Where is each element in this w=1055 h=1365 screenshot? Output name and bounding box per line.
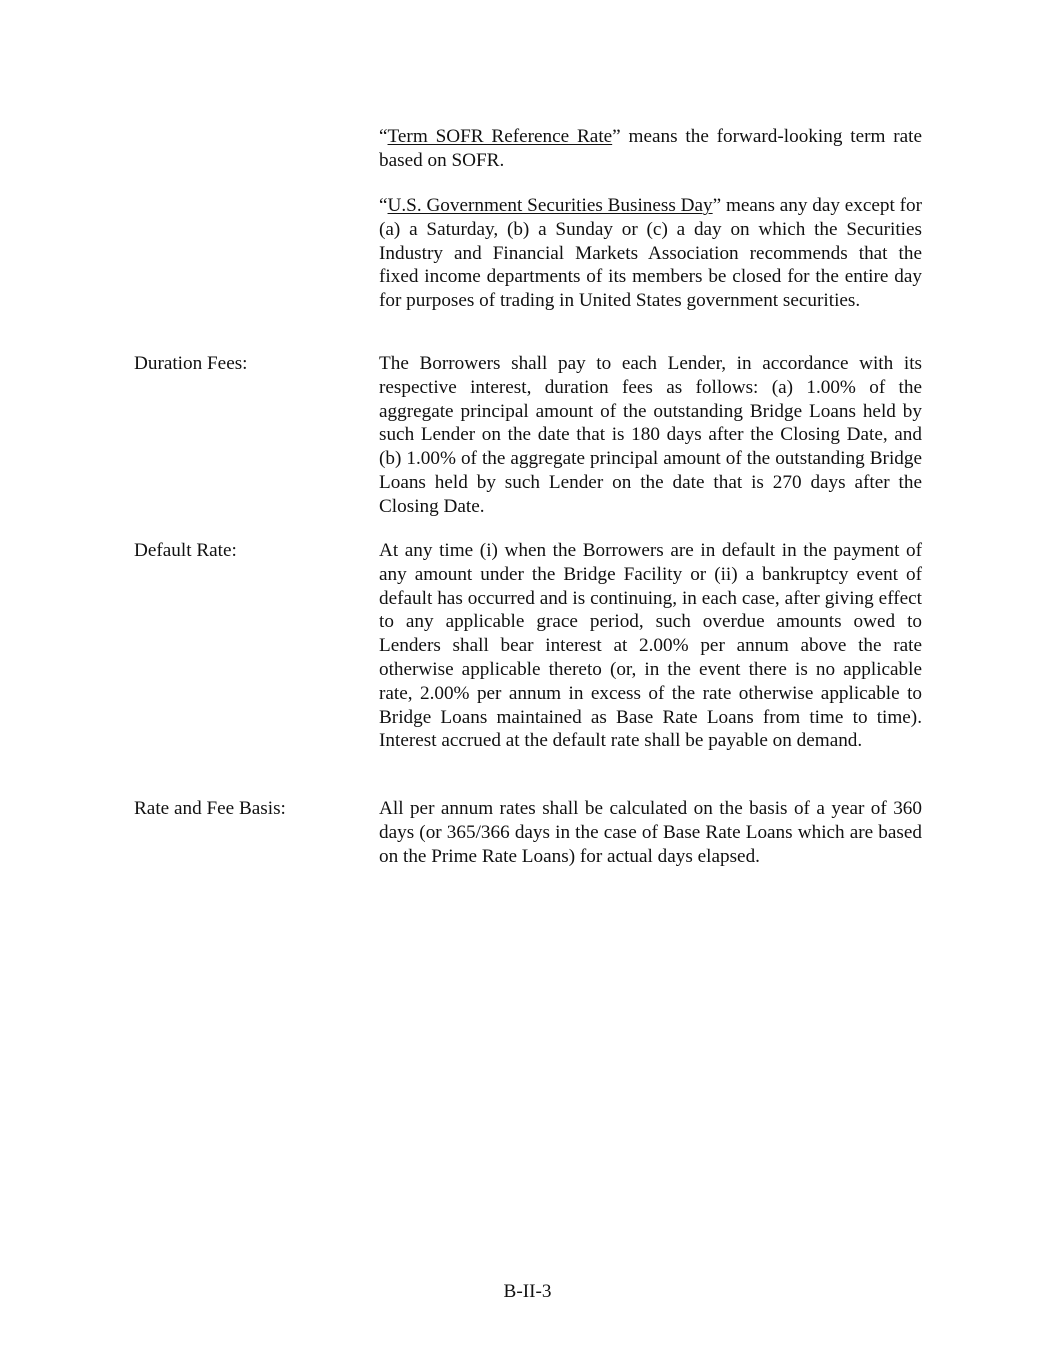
open-quote: “ <box>379 195 388 216</box>
definition-paragraph <box>379 125 922 173</box>
section-text: The Borrowers shall pay to each Lender, in accordance with its respective interest, duration fees as follows: (a) 1.00% of the aggregate principal amount of the outstanding Bridge Loans held by such Lender on the date that is 180 days after the Closing Date, and (b) 1.00% of the aggregate principal amount of the outstanding Bridge Loans held by such Lender on the date that is 270 days after the Closing Date. <box>379 353 922 517</box>
close-quote: ” <box>712 195 722 216</box>
definition-text: means any day except for (a) a Saturday, (b) a Sunday or (c) a day on which the Securities Industry and Financial Markets Association recommends that the fixed income departments of its members be closed for the entire day for purposes of trading in United States government securities. <box>379 195 923 312</box>
section-label: Rate and Fee Basis: <box>134 798 286 819</box>
page-number: B-II-3 <box>503 1281 552 1302</box>
section-label: Default Rate: <box>134 540 237 561</box>
definition-paragraph <box>379 194 922 313</box>
close-quote: ” <box>612 126 621 147</box>
open-quote: “ <box>379 126 388 147</box>
definition-text: means the forward-looking term rate based on SOFR. <box>379 126 923 171</box>
section-label: Duration Fees: <box>134 353 248 374</box>
section-text: At any time (i) when the Borrowers are in default in the payment of any amount under the Bridge Facility or (ii) a bankruptcy event of default has occurred and is continuing, in each case, after giving effect to any applicable grace period, such overdue amounts owed to Lenders shall bear interest at 2.00% per annum above the rate otherwise applicable thereto (or, in the event there is no applicable rate, 2.00% per annum in excess of the rate otherwise applicable to Bridge Loans maintained as Base Rate Loans from time to time). Interest accrued at the default rate shall be payable on demand. <box>379 540 922 752</box>
defined-term: U.S. Government Securities Business Day <box>387 195 713 216</box>
defined-term: Term SOFR Reference Rate <box>387 126 613 147</box>
section-text: All per annum rates shall be calculated on the basis of a year of 360 days (or 365/366 days in the case of Base Rate Loans which are based on the Prime Rate Loans) for actual days elapsed. <box>379 798 922 867</box>
